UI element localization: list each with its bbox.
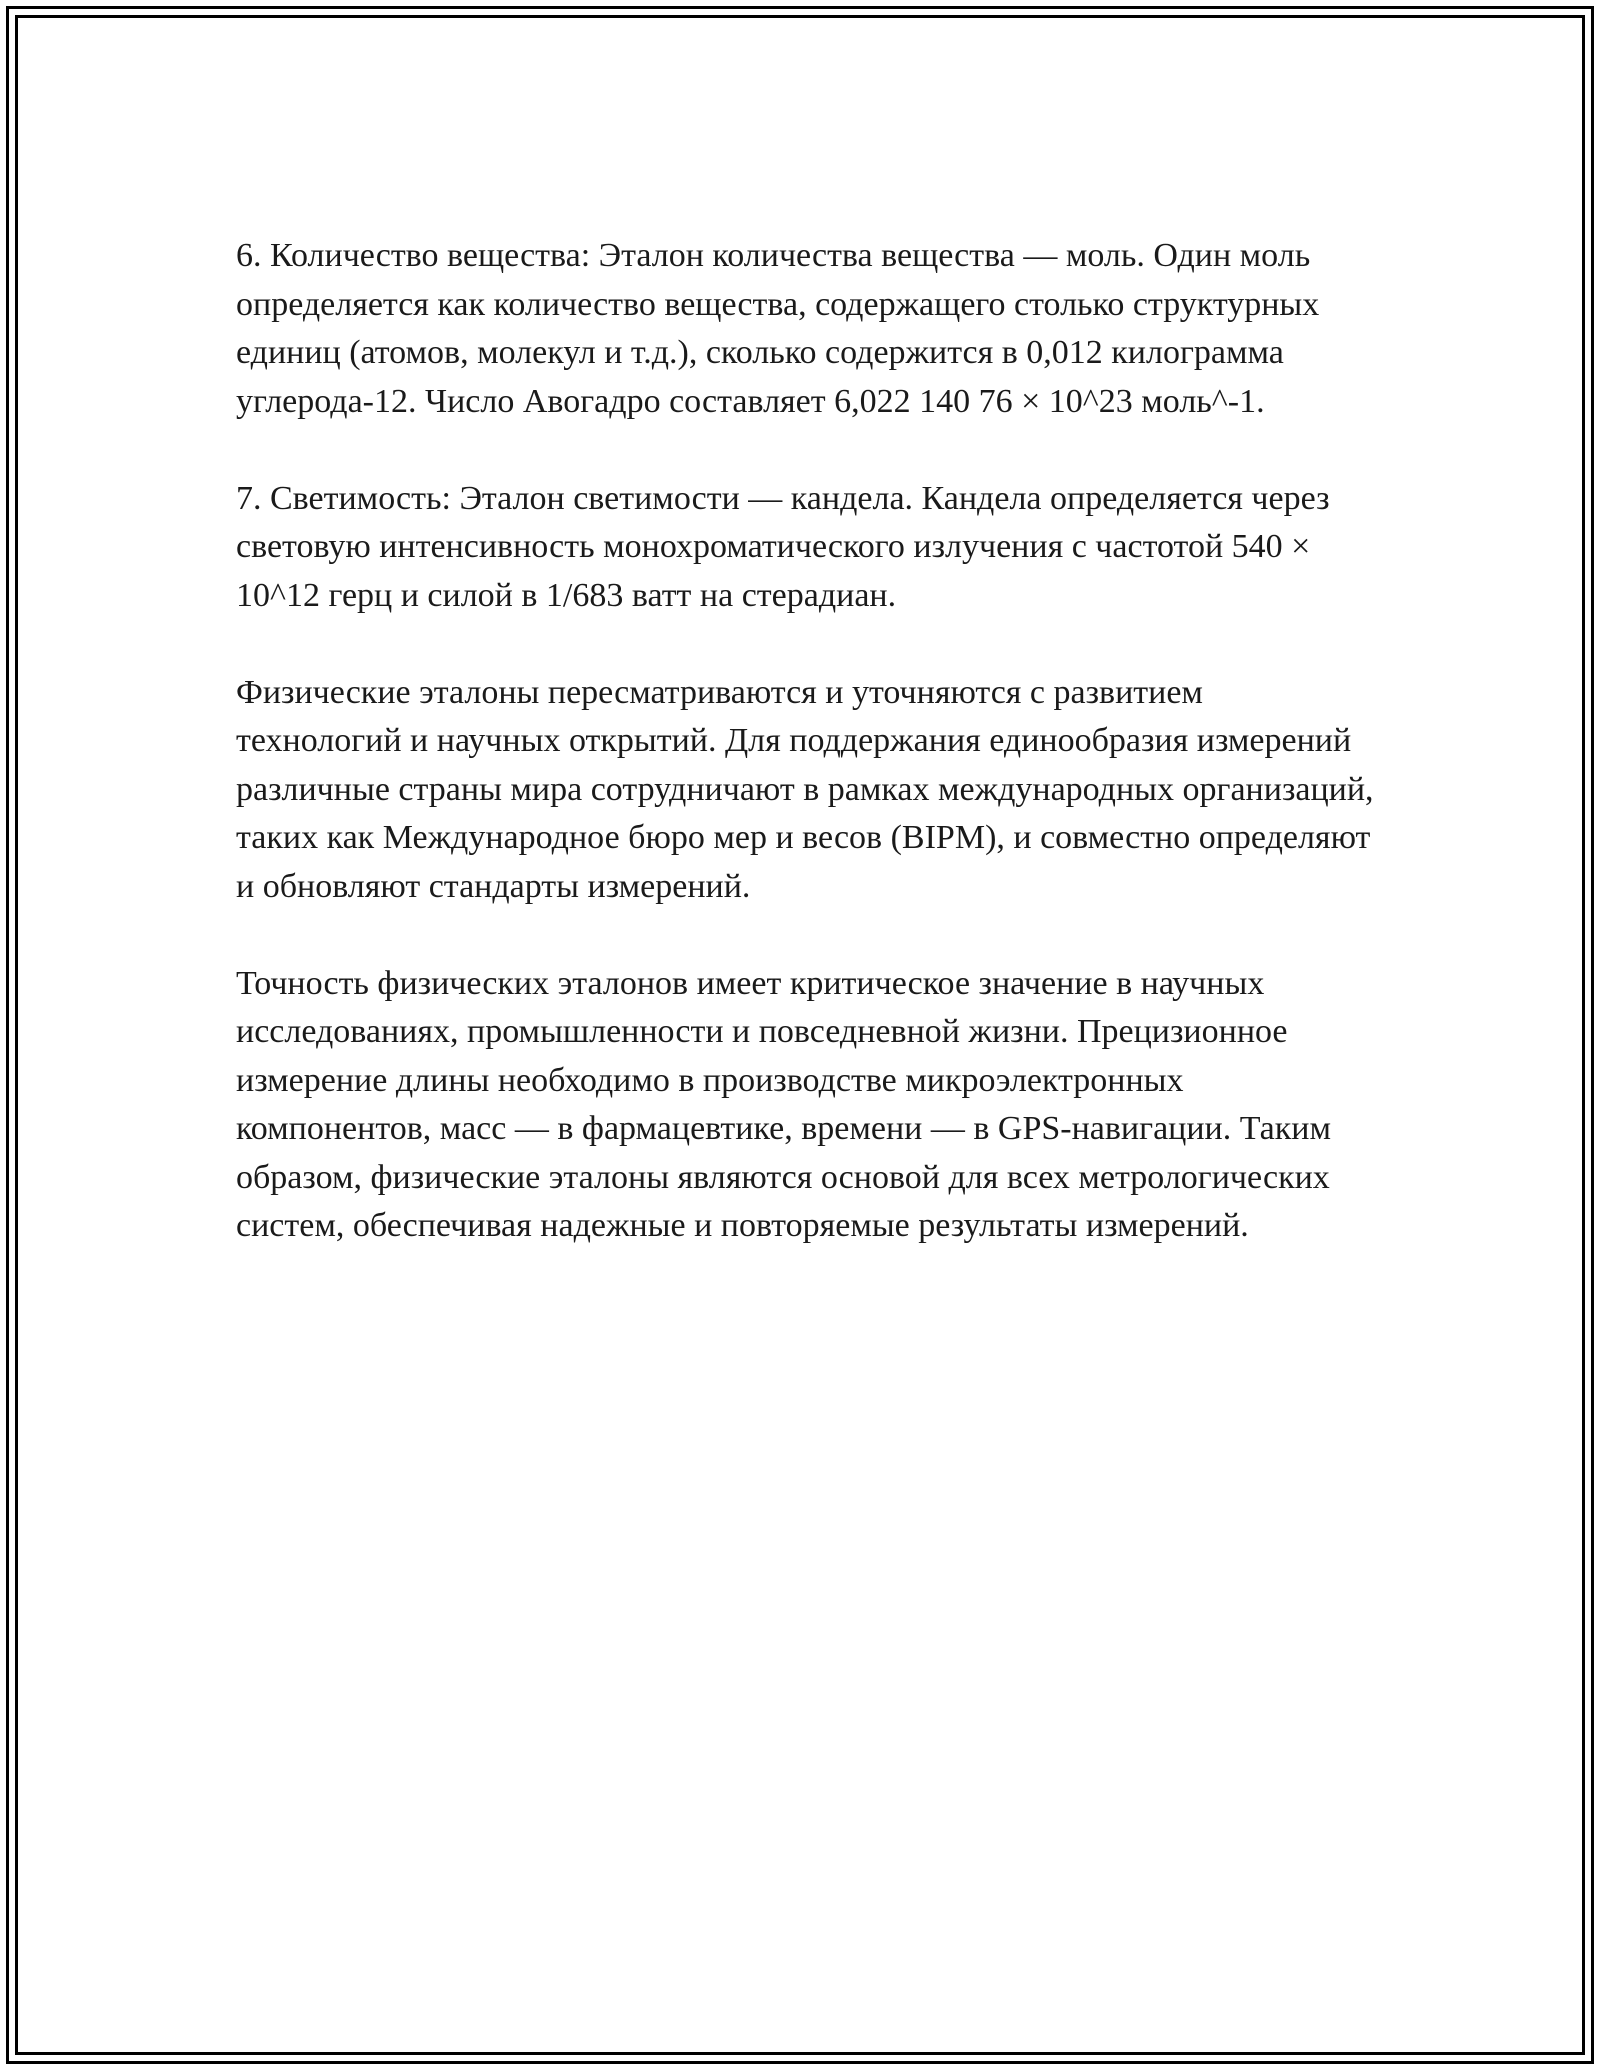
document-body (236, 232, 1376, 1299)
paragraph-amount-of-substance: 6. Количество вещества: Эталон количества вещества — моль. Один моль определяется как количество вещества, содержащего столько структурных единиц (атомов, молекул и т.д.), сколько содержится в 0,012 килограмма углерода-12. Число Авогадро составляет 6,022 140 76 × 10^23 моль^-1. (236, 237, 1320, 420)
paragraph-luminous-intensity: 7. Светимость: Эталон светимости — кандела. Кандела определяется через световую интенсивность монохроматического излучения с частотой 540 × 10^12 герц и силой в 1/683 ватт на стерадиан. (236, 479, 1330, 614)
paragraph-standards-importance: Точность физических эталонов имеет критическое значение в научных исследованиях, промышленности и повседневной жизни. Прецизионное измерение длины необходимо в производстве микроэлектронных компонентов, масс — в фармацевтике, времени — в GPS-навигации. Таким образом, физические эталоны являются основой для всех метрологических систем, обеспечивая надежные и повторяемые результаты измерений. (236, 964, 1331, 1244)
paragraph-standards-revision: Физические эталоны пересматриваются и уточняются с развитием технологий и научных открытий. Для поддержания единообразия измерений различные страны мира сотрудничают в рамках международных организаций, таких как Международное бюро мер и весов (BIPM), и совместно определяют и обновляют стандарты измерений. (236, 673, 1374, 905)
